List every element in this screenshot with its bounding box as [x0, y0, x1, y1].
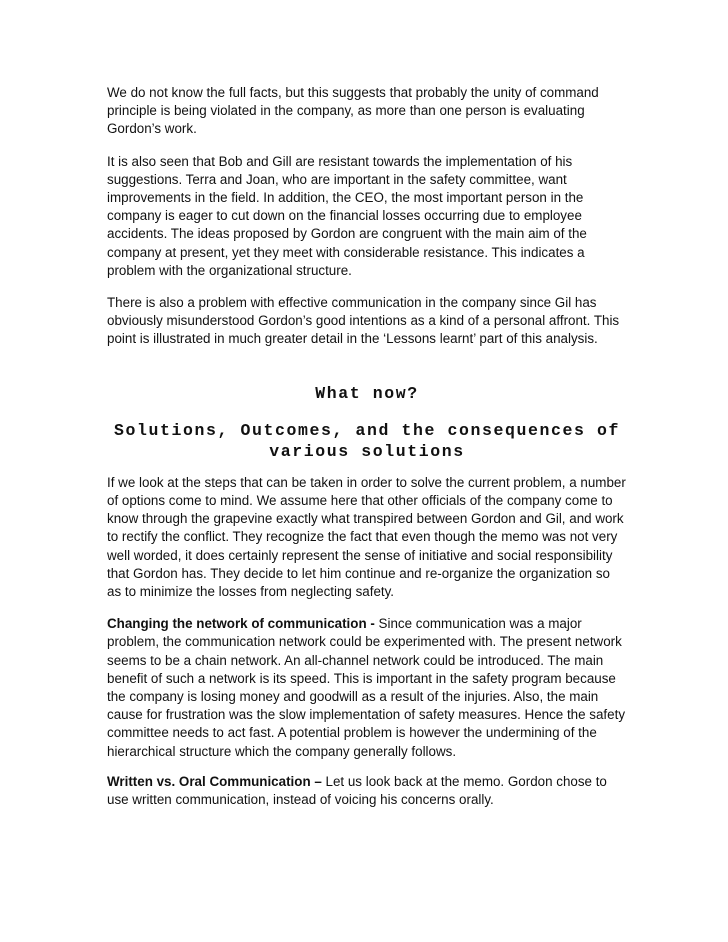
paragraph-unity-of-command: We do not know the full facts, but this suggests that probably the unity of command principle is being violated in the company, as more than one person is evaluating Gordon’s work. [107, 85, 599, 137]
paragraph-network [107, 615, 627, 761]
heading-what-now: What now? [315, 383, 419, 403]
written-oral-label: Written vs. Oral Communication – [107, 773, 326, 789]
paragraph-written-oral [107, 773, 627, 809]
heading-solutions: Solutions, Outcomes, and the consequences of various solutions [113, 420, 621, 461]
document-page [107, 84, 627, 823]
paragraph-resistance: It is also seen that Bob and Gill are resistant towards the implementation of his suggestions. Terra and Joan, who are important in the safety committee, want improvements in the field. In addition, the CEO, the most important person in the company is eager to cut down on the financial losses occurring due to employee accidents. The ideas proposed by Gordon are congruent with the main aim of the company at present, yet they meet with considerable resistance. This indicates a problem with the organizational structure. [107, 153, 587, 278]
paragraph-communication-problem: There is also a problem with effective communication in the company since Gil has obviously misunderstood Gordon’s good intentions as a kind of a personal affront. This point is illustrated in much greater detail in the ‘Lessons learnt’ part of this analysis. [107, 295, 620, 347]
network-text: Since communication was a major problem, the communication network could be experimented with. The present network seems to be a chain network. An all-channel network could be introduced. The main benefit of such a network is its speed. This is important in the safety program because the company is losing money and goodwill as a result of the injuries. Also, the main cause for frustration was the slow implementation of safety measures. Hence the safety committee needs to act fast. A potential problem is however the undermining of the hierarchical structure which the company generally follows. [107, 616, 626, 759]
paragraph-steps: If we look at the steps that can be taken in order to solve the current problem, a number of options come to mind. We assume here that other officials of the company come to know through the grapevine exactly what transpired between Gordon and Gil, and work to rectify the conflict. They recognize the fact that even though the memo was not very well worded, it does certainly represent the sense of initiative and social responsibility that Gordon has. They decide to let him continue and re-organize the organization so as to minimize the losses from neglecting safety. [107, 474, 626, 600]
network-label: Changing the network of communication - [107, 616, 379, 632]
written-oral-text: Let us look back at the memo. Gordon chose to use written communication, instead of voicing his concerns orally. [107, 773, 607, 808]
